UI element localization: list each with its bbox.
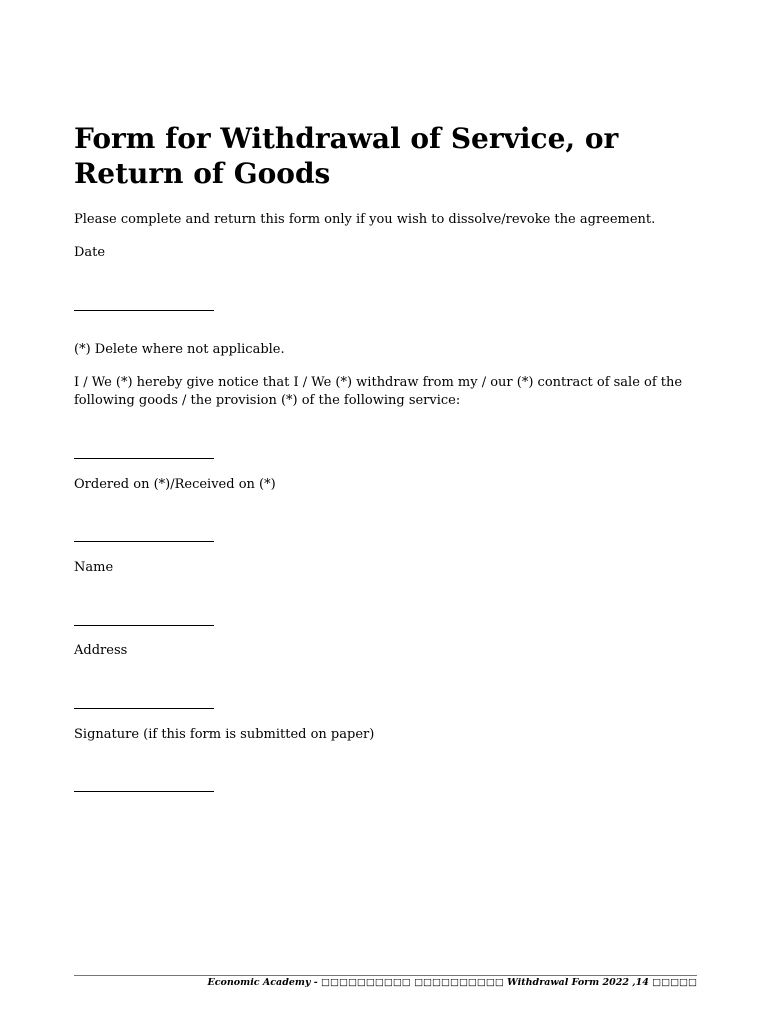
date-blank-line [74,310,214,311]
ordered-blank-line [74,541,214,542]
address-blank-line [74,708,214,709]
notice-text: I / We (*) hereby give notice that I / We (*) withdraw from my / our (*) contract of sale of the following goods / the provision (*) of the following service: [74,375,683,408]
signature-blank-line [74,791,214,792]
form-page [74,0,697,1024]
signature-label: Signature (if this form is submitted on paper) [74,727,375,742]
delete-note: (*) Delete where not applicable. [74,342,285,357]
goods-blank-line [74,458,214,459]
footer-divider [74,975,697,976]
name-label: Name [74,560,114,575]
footer-text: Economic Academy - □□□□□□□□□□ □□□□□□□□□□ Withdrawal Form 2022 ,14 □□□□□ [207,977,697,988]
ordered-label: Ordered on (*)/Received on (*) [74,477,276,492]
date-label: Date [74,245,106,260]
address-label: Address [74,643,128,658]
page-title: Form for Withdrawal of Service, or Return of Goods [74,122,619,190]
name-blank-line [74,625,214,626]
intro-text: Please complete and return this form only if you wish to dissolve/revoke the agreement. [74,212,656,227]
